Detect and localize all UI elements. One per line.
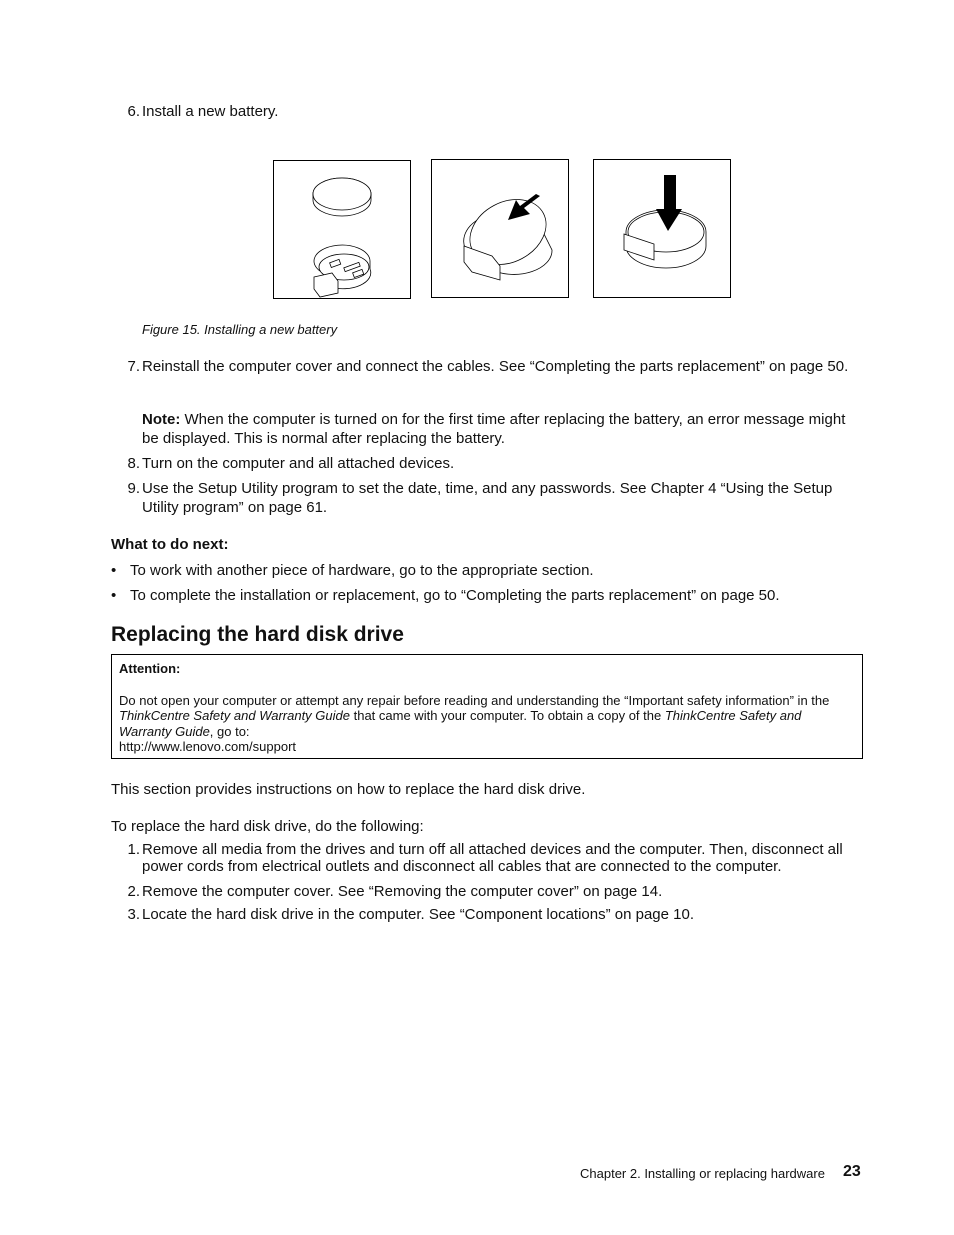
bullet-icon: •	[111, 562, 117, 579]
section-intro: This section provides instructions on how to replace the hard disk drive.	[111, 781, 586, 798]
footer-chapter: Chapter 2. Installing or replacing hardware	[580, 1166, 825, 1181]
step-number: 7.	[127, 358, 140, 375]
note-label: Note:	[142, 411, 181, 428]
next-bullet: • To work with another piece of hardware, go to the appropriate section.	[111, 562, 594, 579]
section-title: Replacing the hard disk drive	[111, 623, 404, 646]
support-url[interactable]: http://www.lenovo.com/support	[119, 739, 297, 754]
step-text: Remove all media from the drives and turn off all attached devices and the computer. Then, disconnect all power cords from electrical outlets and disconnect all cables that are connected to the computer.	[142, 841, 843, 875]
note-text: When the computer is turned on for the first time after replacing the battery, an error message might be displayed. This is normal after replacing the battery.	[142, 411, 846, 447]
step-number: 9.	[127, 480, 140, 497]
procedure-step-1	[120, 841, 865, 875]
bullet-icon: •	[111, 587, 117, 604]
step-number: 3.	[127, 906, 140, 923]
procedure-intro: To replace the hard disk drive, do the following:	[111, 818, 424, 835]
step-text: Reinstall the computer cover and connect the cables. See “Completing the parts replacement” on page 50.	[142, 358, 849, 375]
tilt-battery-icon	[432, 160, 568, 297]
next-bullet: • To complete the installation or replacement, go to “Completing the parts replacement” on page 50.	[111, 587, 780, 604]
figure-caption: Figure 15. Installing a new battery	[142, 322, 338, 337]
figure-panel-tilt-battery	[431, 159, 569, 298]
step-text: Install a new battery.	[142, 103, 279, 120]
procedure-step-3	[120, 905, 865, 924]
procedure-step-2	[120, 882, 865, 901]
step-number: 2.	[127, 883, 140, 900]
guide-title: ThinkCentre Safety and Warranty Guide	[119, 708, 802, 739]
attention-box	[111, 654, 863, 759]
step-text: Turn on the computer and all attached devices.	[142, 455, 455, 472]
battery-and-socket-icon	[274, 161, 410, 298]
step-number: 8.	[127, 455, 140, 472]
what-to-do-next-heading: What to do next:	[111, 536, 229, 553]
step-6	[120, 102, 865, 121]
press-battery-icon	[594, 160, 730, 297]
guide-title: ThinkCentre Safety and Warranty Guide	[119, 708, 350, 723]
step-text: Remove the computer cover. See “Removing the computer cover” on page 14.	[142, 883, 663, 900]
attention-text: Do not open your computer or attempt any repair before reading and understanding the “Important safety information” in the ThinkCentre Safety and Warranty Guide that came with your computer. To obtain a copy of the ThinkCentre Safety and Warranty Guide, go to:	[119, 692, 830, 739]
step-8	[120, 454, 865, 473]
figure-panel-battery-and-socket	[273, 160, 411, 299]
attention-label: Attention:	[119, 661, 181, 676]
step-number: 6.	[127, 103, 140, 120]
step-text: Use the Setup Utility program to set the date, time, and any passwords. See Chapter 4 “Using the Setup Utility program” on page 61.	[142, 480, 833, 516]
step-7	[120, 357, 865, 376]
note	[142, 410, 862, 448]
page-number: 23	[843, 1163, 861, 1180]
step-9	[120, 479, 865, 517]
step-number: 1.	[127, 841, 140, 858]
figure-panel-press-battery	[593, 159, 731, 298]
step-text: Locate the hard disk drive in the computer. See “Component locations” on page 10.	[142, 906, 695, 923]
